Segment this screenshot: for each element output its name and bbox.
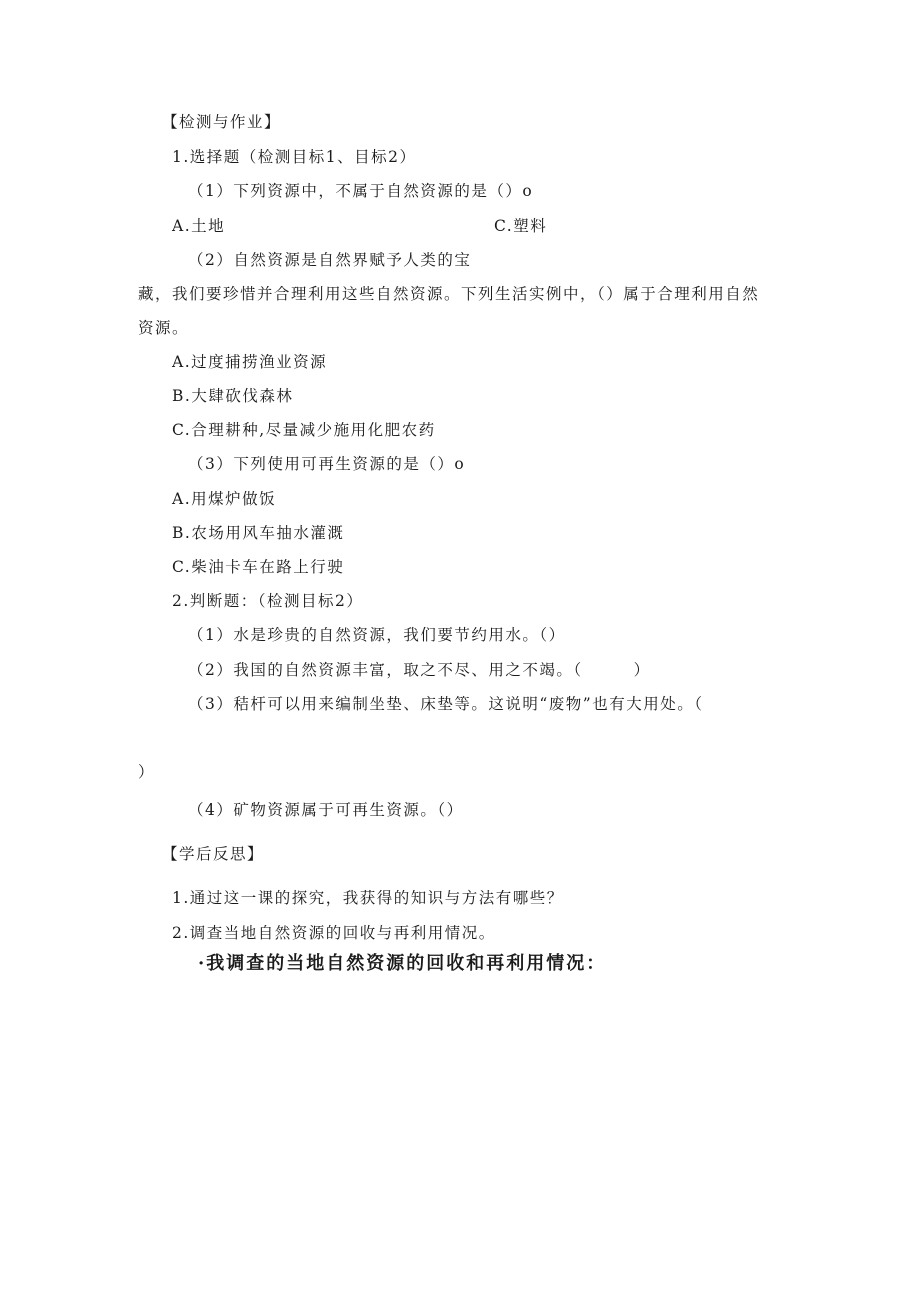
question-1-2-option-b: B.大肆砍伐森林: [172, 387, 294, 405]
question-2-2: （2）我国的自然资源丰富，取之不尽、用之不竭。（ ）: [188, 661, 651, 679]
question-1-2-option-c: C.合理耕种,尽量减少施用化肥农药: [172, 421, 436, 439]
question-2-1: （1）水是珍贵的自然资源，我们要节约用水。（）: [188, 626, 566, 644]
question-1-3-option-b: B.农场用风车抽水灌溉: [172, 524, 345, 542]
question-1-3-option-a: A.用煤炉做饭: [172, 490, 277, 508]
question-1-1-option-c: C.塑料: [494, 217, 548, 235]
question-2-title: 2.判断题：（检测目标2）: [172, 592, 364, 610]
reflection-3: ·我调查的当地自然资源的回收和再利用情况：: [198, 953, 607, 974]
question-1-1: （1）下列资源中，不属于自然资源的是（）o: [188, 182, 534, 200]
question-2-4: （4）矿物资源属于可再生资源。（）: [188, 801, 464, 819]
question-1-title: 1.选择题（检测目标1、目标2）: [172, 148, 417, 166]
question-1-2-end: 资源。: [138, 319, 190, 337]
question-1-2-continued: 藏，我们要珍惜并合理利用这些自然资源。下列生活实例中，（）属于合理利用自然: [138, 285, 760, 303]
section-heading-reflect: 【学后反思】: [162, 845, 265, 863]
question-1-3: （3）下列使用可再生资源的是（）o: [188, 455, 466, 473]
question-2-3-close: ）: [138, 763, 156, 781]
question-1-2-option-a: A.过度捕捞渔业资源: [172, 353, 328, 371]
reflection-2: 2.调查当地自然资源的回收与再利用情况。: [172, 924, 496, 942]
question-2-3: （3）秸杆可以用来编制坐垫、床垫等。这说明“废物”也有大用处。（: [188, 695, 704, 713]
question-1-3-option-c: C.柴油卡车在路上行驶: [172, 558, 345, 576]
reflection-1: 1.通过这一课的探究，我获得的知识与方法有哪些？: [172, 889, 564, 907]
question-1-1-option-a: A.土地: [172, 217, 226, 235]
section-heading-test: 【检测与作业】: [162, 113, 282, 131]
question-1-2-start: （2）自然资源是自然界赋予人类的宝: [188, 251, 472, 269]
